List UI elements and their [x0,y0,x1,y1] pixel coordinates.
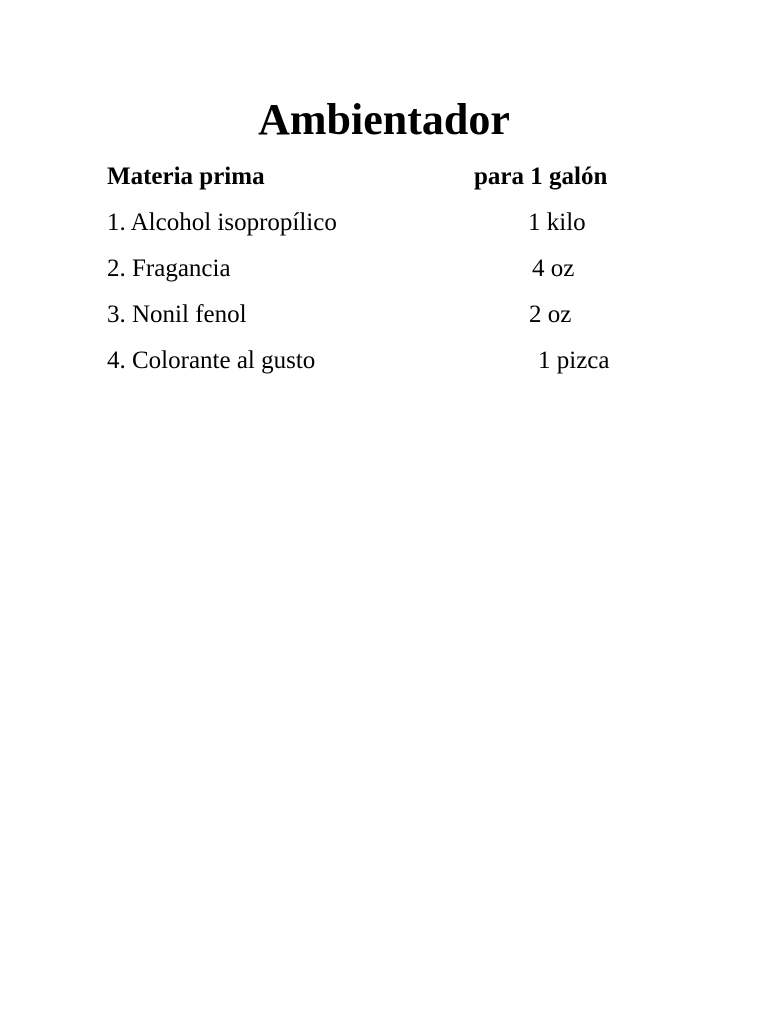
document-title: Ambientador [258,95,510,144]
list-item [0,252,768,286]
header-quantity: para 1 galón [474,163,608,190]
table-header [0,160,768,194]
header-material: Materia prima [107,163,265,190]
item-name: 4. Colorante al gusto [107,347,316,374]
item-name: 1. Alcohol isopropílico [107,209,337,236]
item-quantity: 2 oz [529,301,572,328]
item-name: 3. Nonil fenol [107,301,247,328]
item-quantity: 1 kilo [528,209,586,236]
list-item [0,298,768,332]
item-quantity: 4 oz [532,255,575,282]
item-name: 2. Fragancia [107,255,231,282]
list-item [0,206,768,240]
item-quantity: 1 pizca [538,347,610,374]
list-item [0,344,768,378]
